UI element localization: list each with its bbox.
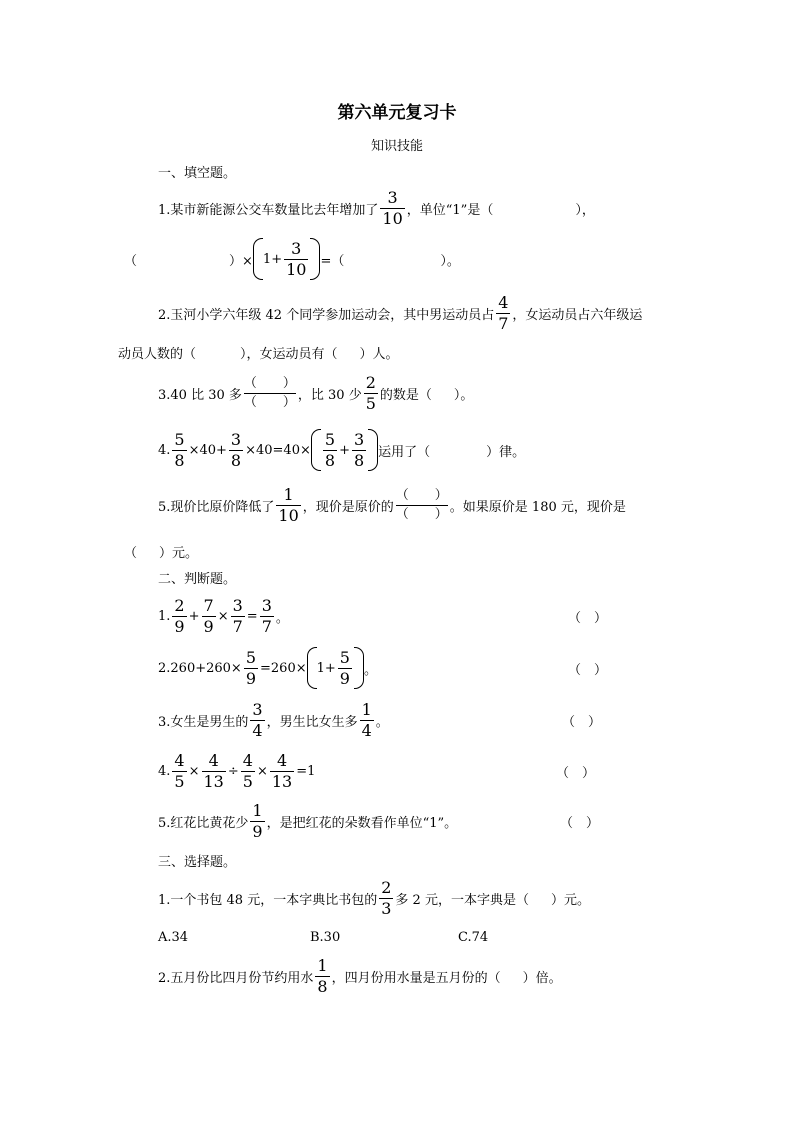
q-text: 5.现价比原价降低了 — [158, 499, 275, 515]
fill-q1-line2 — [124, 236, 460, 282]
bracket-expression: $\frac{5}{8}$ + $\frac{3}{8}$ — [311, 429, 378, 471]
fraction: $\frac{3}{10}$ — [382, 187, 403, 228]
fill-q1-line1 — [158, 188, 595, 228]
q-text: =（ — [320, 253, 345, 269]
q-text: ）。 — [453, 387, 474, 403]
fill-q5-line1 — [158, 484, 626, 526]
fill-q2-line1 — [158, 293, 642, 333]
fraction: $\frac{2}{5}$ — [365, 372, 376, 413]
q-text: （ — [124, 253, 138, 269]
page-subtitle: 知识技能 — [370, 139, 423, 154]
bracket-expression: 1+ $\frac{5}{9}$ — [307, 647, 364, 689]
q-text: 1.某市新能源公交车数量比去年增加了 — [158, 202, 379, 218]
judge-answer-paren[interactable]: （ ） — [562, 715, 602, 730]
judge-q5: 5.红花比黄花少 $\frac{1}{9}$ ，是把红花的朵数看作单位“1”。 — [158, 800, 458, 841]
section-1-heading: 一、填空题。 — [158, 166, 237, 181]
q-text: ）元。 — [159, 545, 199, 561]
q-text: ）。 — [440, 253, 460, 269]
q-text: 动员人数的（ — [118, 346, 197, 362]
choice-q1: 1.一个书包 48 元，一本字典比书包的 $\frac{2}{3}$ 多 2 元，一本字典是（ ）元。 — [158, 877, 590, 918]
fill-q4: 4. $\frac{5}{8}$ ×40+ $\frac{3}{8}$ ×40=40× $\frac{5}{8}$ + $\frac{3}{8}$ 运用了（ ）律。 — [158, 429, 526, 470]
fill-q3 — [158, 372, 473, 414]
choice-q2: 2.五月份比四月份节约用水 $\frac{1}{8}$ ，四月份用水量是五月份的（ ）倍。 — [158, 955, 562, 996]
q-text: ，现价是原价的 — [302, 499, 394, 515]
q-text: ）× — [229, 253, 253, 269]
fraction: $\frac{1}{10}$ — [278, 484, 299, 525]
fill-q5-line2 — [124, 541, 198, 561]
q-text: （ — [124, 545, 138, 561]
judge-answer-paren[interactable]: （ ） — [568, 611, 608, 626]
judge-answer-paren[interactable]: （ ） — [556, 766, 596, 781]
fraction: $\frac{4}{7}$ — [498, 292, 509, 333]
page-title: 第六单元复习卡 — [337, 103, 457, 123]
q-text: ）人。 — [359, 346, 399, 362]
q-text: ）， — [575, 202, 595, 218]
option-b[interactable]: B.30 — [310, 930, 341, 945]
q-text: 。如果原价是 180 元，现价是 — [449, 499, 626, 515]
judge-q3: 3.女生是男生的 $\frac{3}{4}$ ，男生比女生多 $\frac{1}{4}$ 。 — [158, 699, 389, 740]
judge-q1: 1. $\frac{2}{9}$ + $\frac{7}{9}$ × $\frac{3}{7}$ = $\frac{3}{7}$ 。 — [158, 595, 289, 636]
q-text: ），女运动员有（ — [240, 346, 338, 362]
q-text: ，比 30 少 — [297, 387, 362, 403]
judge-answer-paren[interactable]: （ ） — [568, 663, 608, 678]
q-text: ，单位“1”是（ — [406, 202, 494, 218]
q-text: ，女运动员占六年级运 — [512, 307, 643, 323]
blank-fraction[interactable]: $\frac{( )}{( )}$ — [395, 487, 448, 522]
option-c[interactable]: C.74 — [458, 930, 489, 945]
section-2-heading: 二、判断题。 — [158, 572, 237, 587]
judge-q4: 4. $\frac{4}{5}$ × $\frac{4}{13}$ ÷ $\frac{4}{5}$ × $\frac{4}{13}$ =1 — [158, 750, 316, 791]
q-text: 4. — [158, 442, 171, 458]
q-text: 2.玉河小学六年级 42 个同学参加运动会，其中男运动员占 — [158, 307, 495, 323]
option-a[interactable]: A.34 — [158, 930, 189, 945]
fill-q2-line2 — [118, 342, 399, 362]
q-text: 3.40 比 30 多 — [158, 387, 242, 403]
q-text: 的数是（ — [379, 387, 432, 403]
judge-answer-paren[interactable]: （ ） — [560, 816, 600, 831]
section-3-heading: 三、选择题。 — [158, 855, 237, 870]
bracket-expression: 1+ $\frac{3}{10}$ — [253, 238, 321, 280]
judge-q2: 2.260+260× $\frac{5}{9}$ =260× 1+ $\frac{5}{9}$ 。 — [158, 647, 377, 688]
q-text: ）律。 — [486, 444, 526, 460]
blank-fraction[interactable]: $\frac{( )}{( )}$ — [243, 375, 296, 410]
q-text: 运用了（ — [378, 444, 431, 460]
